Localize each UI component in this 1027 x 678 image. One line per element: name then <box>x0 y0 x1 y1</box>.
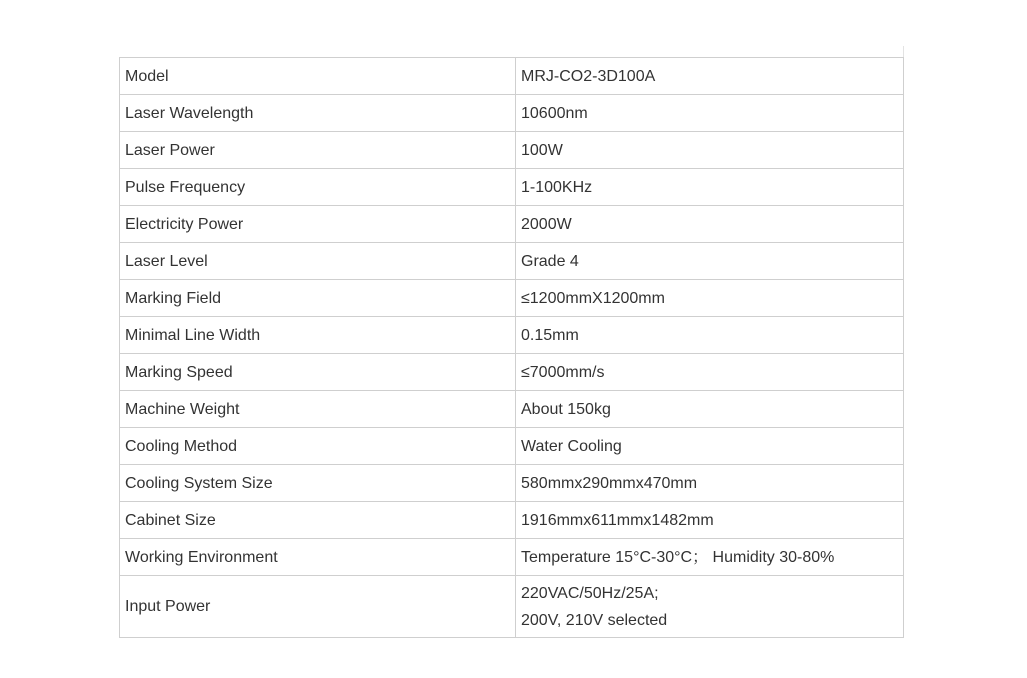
spec-value: 1916mmx611mmx1482mm <box>516 502 904 539</box>
spec-label: Electricity Power <box>120 206 516 243</box>
table-row <box>120 428 904 465</box>
spec-value: ≤1200mmX1200mm <box>516 280 904 317</box>
spec-label: Model <box>120 58 516 95</box>
spec-value: 1-100KHz <box>516 169 904 206</box>
spec-label: Laser Wavelength <box>120 95 516 132</box>
table-row <box>120 280 904 317</box>
spec-value-line: 200V, 210V selected <box>521 611 668 629</box>
spec-value: About 150kg <box>516 391 904 428</box>
spec-value: Temperature 15°C-30°C； Humidity 30-80% <box>516 539 904 576</box>
spec-label: Pulse Frequency <box>120 169 516 206</box>
table-row <box>120 169 904 206</box>
table-row <box>120 465 904 502</box>
spec-label: Cabinet Size <box>120 502 516 539</box>
spec-value: Grade 4 <box>516 243 904 280</box>
table-row <box>120 243 904 280</box>
table-row <box>120 206 904 243</box>
spec-value: 580mmx290mmx470mm <box>516 465 904 502</box>
spec-label: Laser Level <box>120 243 516 280</box>
table-row <box>120 576 904 638</box>
spec-label: Cooling Method <box>120 428 516 465</box>
table-row <box>120 95 904 132</box>
spec-label: Marking Speed <box>120 354 516 391</box>
spec-label: Cooling System Size <box>120 465 516 502</box>
spec-value-line: 220VAC/50Hz/25A; <box>521 584 659 602</box>
table-row <box>120 58 904 95</box>
spec-value: 10600nm <box>516 95 904 132</box>
table-row <box>120 502 904 539</box>
spec-value: 0.15mm <box>516 317 904 354</box>
spec-label: Input Power <box>120 576 516 638</box>
spec-label: Minimal Line Width <box>120 317 516 354</box>
table-row <box>120 391 904 428</box>
specification-table <box>119 57 904 638</box>
spec-label: Machine Weight <box>120 391 516 428</box>
spec-value <box>516 576 904 638</box>
spec-label: Working Environment <box>120 539 516 576</box>
spec-label: Laser Power <box>120 132 516 169</box>
spec-value: 2000W <box>516 206 904 243</box>
spec-value: ≤7000mm/s <box>516 354 904 391</box>
table-row <box>120 539 904 576</box>
spec-value: 100W <box>516 132 904 169</box>
table-row <box>120 132 904 169</box>
spec-value: MRJ-CO2-3D100A <box>516 58 904 95</box>
spec-label: Marking Field <box>120 280 516 317</box>
table-row <box>120 354 904 391</box>
table-row <box>120 317 904 354</box>
spec-value: Water Cooling <box>516 428 904 465</box>
